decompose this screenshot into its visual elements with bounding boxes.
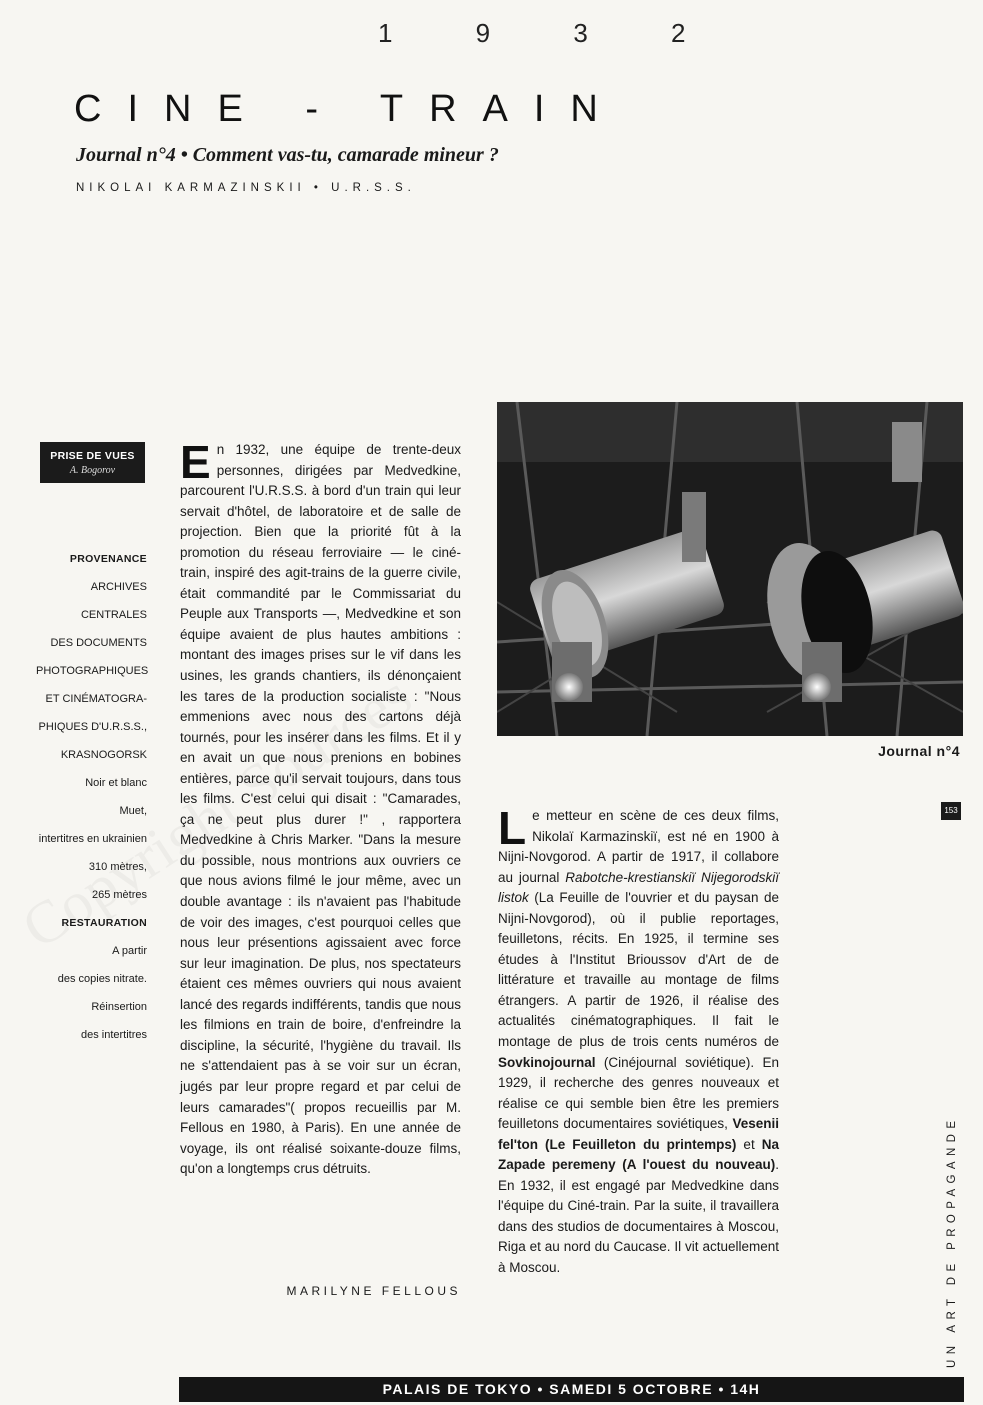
sidebar-detail-line: CENTRALES	[80, 609, 147, 621]
section-vertical-label: UN ART DE PROPAGANDE	[946, 1115, 958, 1368]
bio-body	[498, 802, 780, 1279]
article-director-bio	[498, 802, 780, 1279]
photo-caption: Journal n°4	[878, 743, 960, 759]
bio-text-1: e metteur en scène de ces deux films, Nikolaï Karmazinskiï, est né en 1900 à Nijni-Novgorod. A partir de 1917, il collabore au journal	[498, 808, 779, 885]
sidebar-detail-line: KRASNOGORSK	[60, 749, 147, 761]
technical-sidebar	[36, 442, 149, 1041]
prise-de-vues-box	[40, 442, 145, 483]
film-subtitle: Journal n°4 • Comment vas-tu, camarade mineur ?	[76, 144, 499, 166]
dropcap-e: E	[180, 436, 211, 488]
technical-details-list	[36, 552, 147, 1056]
article-author: MARILYNE FELLOUS	[286, 1284, 461, 1298]
director-credit: NIKOLAI KARMAZINSKII • U.R.S.S.	[76, 182, 416, 194]
article-main	[180, 436, 461, 1180]
sidebar-detail-line: Réinsertion	[91, 1001, 147, 1013]
sidebar-detail-line: 265 mètres	[91, 889, 147, 901]
cinematographer-name: A. Bogorov	[69, 465, 116, 476]
sidebar-detail-line: intertitres en ukrainien	[38, 833, 147, 845]
sovkinojournal-title: Sovkinojournal	[498, 1054, 596, 1070]
article-main-body: n 1932, une équipe de trente-deux personnes, dirigées par Medvedkine, parcourent l'U.R.S.S. à bord d'un train qui leur servait d'hôtel, de laboratoire et de salle de projection. Bien que la priorité fût à la promotion du réseau ferroviaire — le ciné-train, inspiré des agit-trains de la guerre civile, était commandité par le Commissariat du Peuple aux Transports —, Medvedkine et son équipe avaient de plus hautes ambitions : montant des images prises sur le vif dans les usines, les grands chantiers, ils dénonçaient les tares de la production socialiste : "Nous emmenions avec nous des cartons déjà tournés, pour les insérer dans les films. Et il y en avait un que nous prenions en bobines entières, parce qu'il servait toujours, dans tous les films. C'est celui qui disait : "Camarades, ça ne peut plus durer !" , rapportera Medvedkine à Chris Marker. "Dans la mesure du possible, nous montrions aux ouvriers ce que nous avions filmé le jour même, avec un double avantage : ils n'avaient pas l'habitude de voir des images, c'est pourquoi celles que nous leur présentions agissaient avec force sur leur imagination. De plus, nos spectateurs étaient ces mêmes ouvriers qui nous avaient lancé des regards indifférents, tandis que nous les filmions en train de boire, d'enfreindre la discipline, la sécurité, l'hygiène du travail. Ils ne s'attendaient pas à se voir sur un écran, jugés par leur propre regard et par celui de leurs camarades"( propos recueillis par M. Fellous en 1980, à Paris). En une année de voyage, ils ont réalisé soixante-douze films, qu'on a longtemps crus détruits.	[180, 442, 461, 1177]
bio-text-2: (La Feuille de l'ouvrier et du paysan de Nijni-Novgorod), où il publie reportages, feuilletons, récits. En 1925, il termine ses études à l'Institut Brioussov d'Art de de littérature et travaille au montage de films étrangers. A partir de 1926, il réalise des actualités cinématographiques. Il fait le montage de plus de trois cents numéros de	[498, 890, 779, 1050]
event-footer-bar: PALAIS DE TOKYO • SAMEDI 5 OCTOBRE • 14H	[179, 1377, 964, 1402]
bio-text-3: (Cinéjournal soviétique). En 1929, il recherche des genres nouveaux et réalise ce qui semble bien être les premiers feuilletons documentaires soviétiques,	[498, 1054, 779, 1132]
prise-de-vues-label: PRISE DE VUES	[50, 450, 135, 462]
sidebar-detail-line: ARCHIVES	[90, 581, 147, 593]
sidebar-detail-line: 310 mètres,	[88, 861, 147, 873]
sidebar-detail-line: ET CINÉMATOGRA-	[45, 693, 147, 705]
sidebar-detail-line: A partir	[112, 945, 147, 957]
sidebar-detail-line: des intertitres	[80, 1029, 147, 1041]
sidebar-detail-line: DES DOCUMENTS	[50, 637, 147, 649]
sidebar-detail-line: PHOTOGRAPHIQUES	[36, 665, 149, 677]
journal-title: Rabotche-krestianskiï Nijegorodskiï listok	[498, 869, 780, 906]
dropcap-l: L	[498, 802, 527, 854]
film-title: CINE - TRAIN	[74, 88, 624, 130]
sidebar-detail-line: Muet,	[119, 805, 147, 817]
film-still-image	[497, 402, 963, 736]
bio-text-4: et	[736, 1136, 762, 1152]
year-heading: 1 9 3 2	[378, 18, 724, 48]
sidebar-heading: PROVENANCE	[69, 553, 147, 565]
sidebar-detail-line: des copies nitrate.	[57, 973, 147, 985]
film-title-na-zapade: Na Zapade peremeny (A l'ouest du nouveau)	[498, 1136, 780, 1173]
sidebar-detail-line: Noir et blanc	[85, 777, 147, 789]
film-still-photo	[497, 402, 963, 736]
sidebar-detail-line: PHIQUES D'U.R.S.S.,	[38, 721, 147, 733]
sidebar-heading: RESTAURATION	[61, 917, 147, 929]
page-number-badge: 153	[941, 802, 961, 820]
bio-text-5: . En 1932, il est engagé par Medvedkine dans l'équipe du Ciné-train. Par la suite, il travaillera dans des studios de documentaires à Moscou, Riga et au nord du Caucase. Il vit actuellement à Moscou.	[498, 1157, 779, 1276]
film-title-vesenii: Vesenii fel'ton (Le Feuilleton du printemps)	[498, 1116, 779, 1152]
